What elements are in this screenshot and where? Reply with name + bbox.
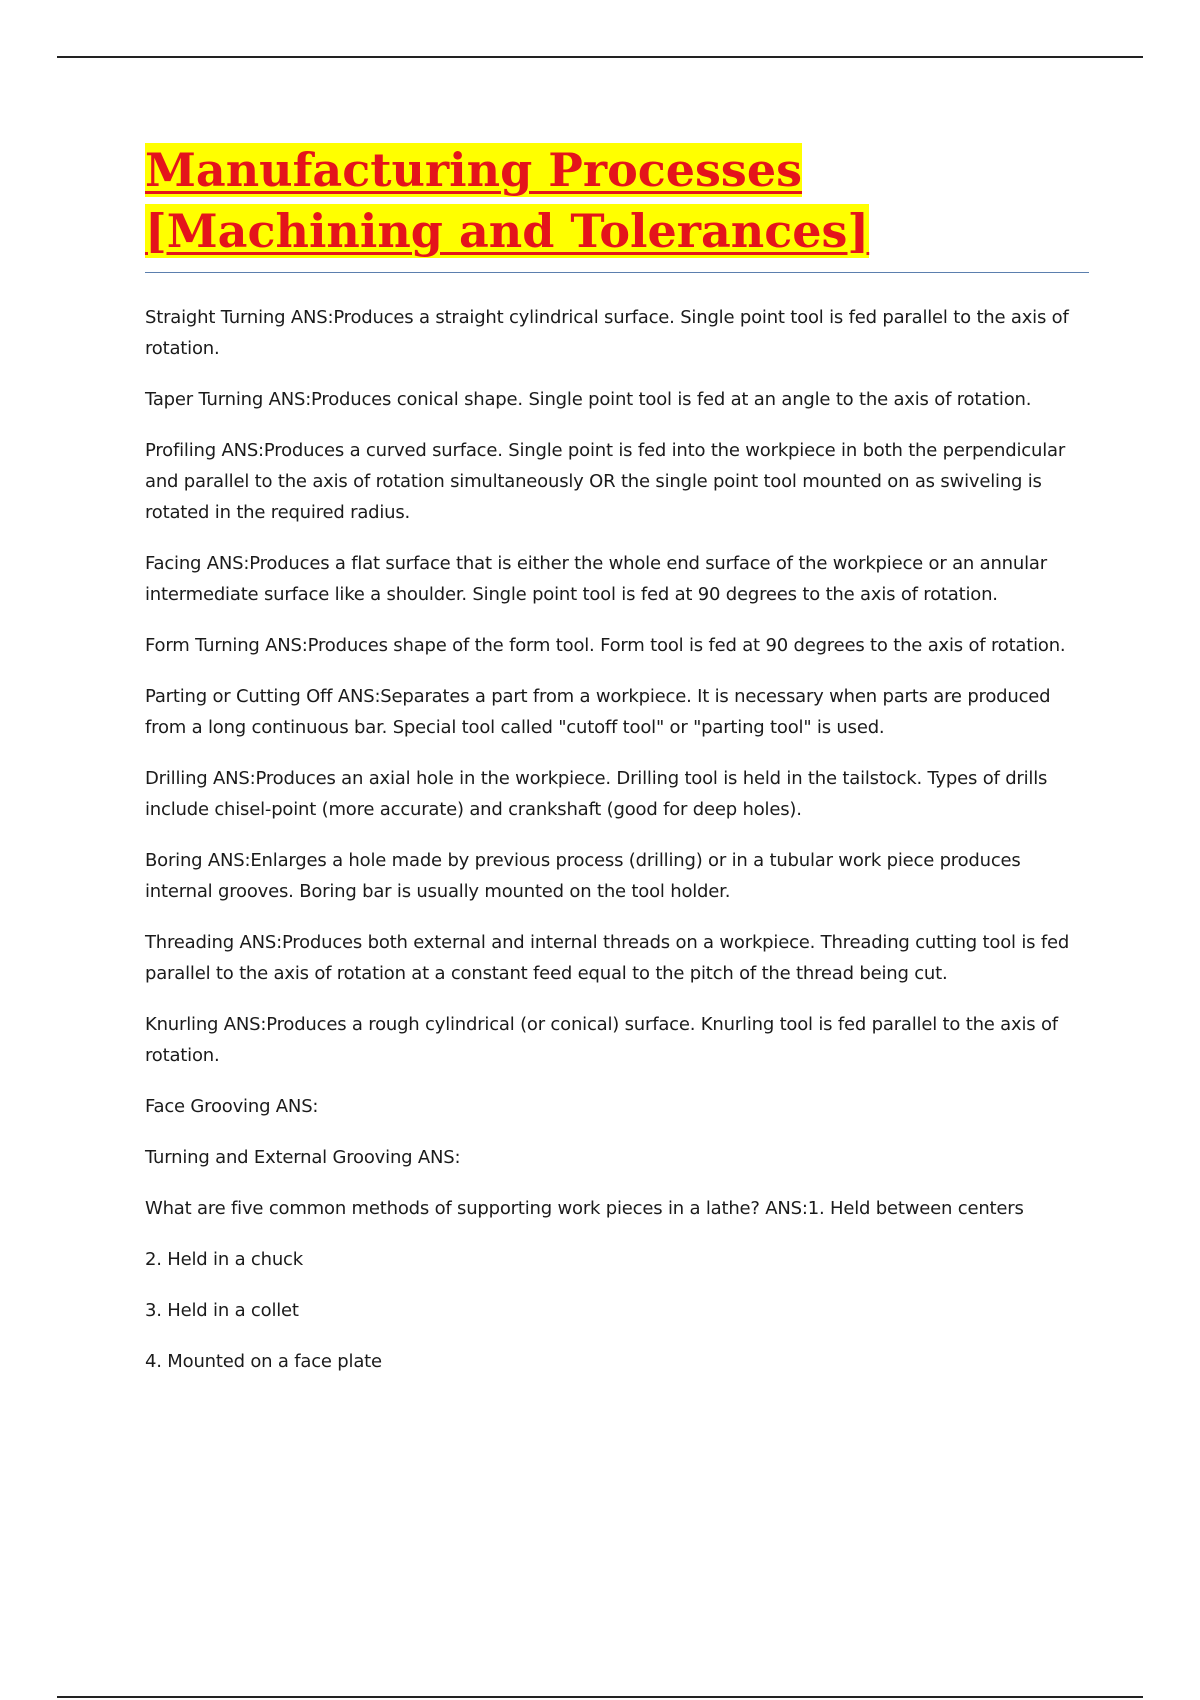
document-title-text: Manufacturing Processes [Machining and Tolerances] bbox=[145, 143, 870, 258]
paragraph-straight-turning: Straight Turning ANS:Produces a straight cylindrical surface. Single point tool is fed parallel to the axis of rotation. bbox=[145, 307, 1069, 359]
paragraph-form-turning: Form Turning ANS:Produces shape of the form tool. Form tool is fed at 90 degrees to the axis of rotation. bbox=[145, 635, 1066, 656]
paragraph-knurling: Knurling ANS:Produces a rough cylindrical (or conical) surface. Knurling tool is fed parallel to the axis of rotation. bbox=[145, 1014, 1058, 1066]
paragraph-profiling: Profiling ANS:Produces a curved surface. Single point is fed into the workpiece in both the perpendicular and parallel to the axis of rotation simultaneously OR the single point tool mounted on as swiveling is rotated in the required radius. bbox=[145, 440, 1066, 523]
paragraph-support-methods-question: What are five common methods of supporting work pieces in a lathe? ANS:1. Held between centers bbox=[145, 1198, 1024, 1219]
list-item: 2. Held in a chuck bbox=[145, 1249, 303, 1270]
paragraph-parting: Parting or Cutting Off ANS:Separates a part from a workpiece. It is necessary when parts are produced from a long continuous bar. Special tool called "cutoff tool" or "parting tool" is used. bbox=[145, 686, 1051, 738]
page-bottom-rule bbox=[57, 1696, 1143, 1698]
document-title bbox=[145, 140, 1089, 262]
paragraph-face-grooving: Face Grooving ANS: bbox=[145, 1096, 319, 1117]
paragraph-taper-turning: Taper Turning ANS:Produces conical shape. Single point tool is fed at an angle to the axis of rotation. bbox=[145, 389, 1032, 410]
paragraph-drilling: Drilling ANS:Produces an axial hole in the workpiece. Drilling tool is held in the tailstock. Types of drills include chisel-point (more accurate) and crankshaft (good for deep holes). bbox=[145, 768, 1048, 820]
paragraph-turning-external-grooving: Turning and External Grooving ANS: bbox=[145, 1147, 461, 1168]
list-item: 3. Held in a collet bbox=[145, 1300, 299, 1321]
paragraph-facing: Facing ANS:Produces a flat surface that is either the whole end surface of the workpiece or an annular intermediate surface like a shoulder. Single point tool is fed at 90 degrees to the axis of rotation. bbox=[145, 553, 1047, 605]
document-body bbox=[145, 140, 1089, 1397]
page-top-rule bbox=[57, 56, 1143, 58]
paragraph-threading: Threading ANS:Produces both external and internal threads on a workpiece. Threading cutting tool is fed parallel to the axis of rotation at a constant feed equal to the pitch of the thread being cut. bbox=[145, 932, 1070, 984]
title-divider bbox=[145, 272, 1089, 273]
list-item: 4. Mounted on a face plate bbox=[145, 1351, 382, 1372]
paragraph-boring: Boring ANS:Enlarges a hole made by previous process (drilling) or in a tubular work piece produces internal grooves. Boring bar is usually mounted on the tool holder. bbox=[145, 850, 1021, 902]
